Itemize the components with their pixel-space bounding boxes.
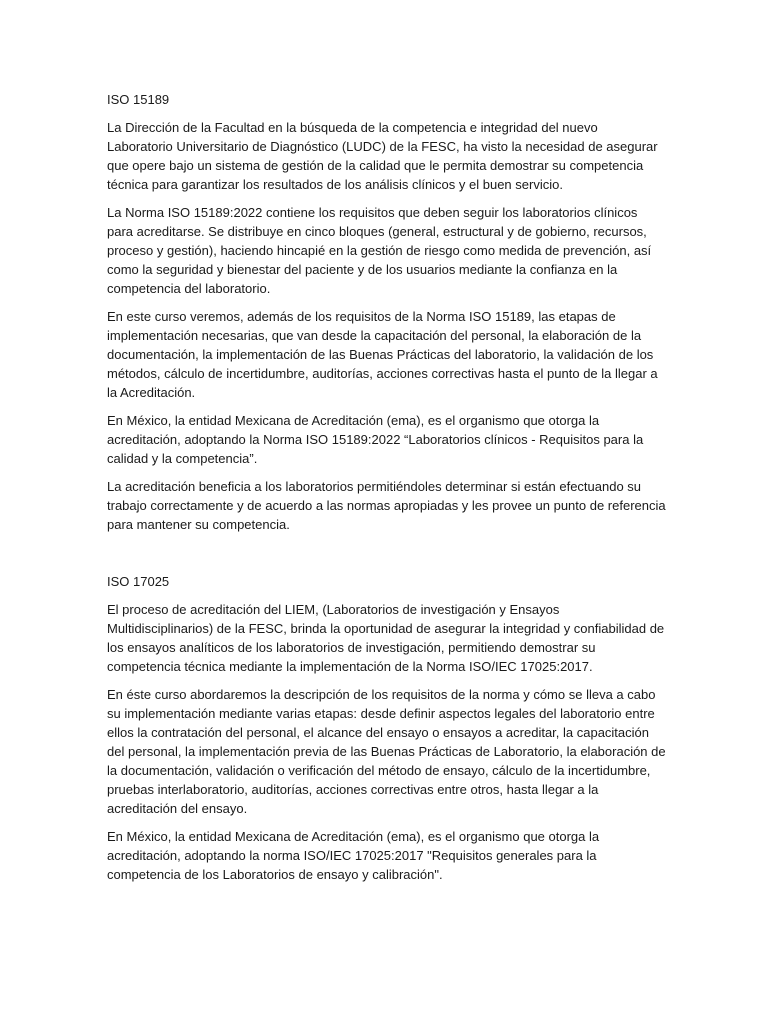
paragraph: En México, la entidad Mexicana de Acreditación (ema), es el organismo que otorga la acreditación, adoptando la norma ISO/IEC 17025:2017 "Requisitos generales para la competencia de los Laboratorios de ensayo y calibración". [107,829,600,882]
paragraph: En este curso veremos, además de los requisitos de la Norma ISO 15189, las etapas de implementación necesarias, que van desde la capacitación del personal, la elaboración de la documentación, la implementación de las Buenas Prácticas del laboratorio, la validación de los métodos, cálculo de incertidumbre, auditorías, acciones correctivas hasta el punto de la llegar a la Acreditación. [107,309,658,400]
paragraph: La Dirección de la Facultad en la búsqueda de la competencia e integridad del nuevo Laboratorio Universitario de Diagnóstico (LUDC) de la FESC, ha visto la necesidad de asegurar que opere bajo un sistema de gestión de la calidad que le permita demostrar su competencia técnica para garantizar los resultados de los análisis clínicos y el buen servicio. [107,120,658,192]
paragraph: La Norma ISO 15189:2022 contiene los requisitos que deben seguir los laboratorios clínicos para acreditarse. Se distribuye en cinco bloques (general, estructural y de gobierno, recursos, proceso y gestión), haciendo hincapié en la gestión de riesgo como medida de prevención, así como la seguridad y bienestar del paciente y de los usuarios mediante la confianza en la competencia del laboratorio. [107,205,652,296]
section-spacer [107,543,667,572]
section-title-iso-15189: ISO 15189 [107,92,170,107]
document-page [107,90,667,893]
paragraph: El proceso de acreditación del LIEM, (Laboratorios de investigación y Ensayos Multidisciplinarios) de la FESC, brinda la oportunidad de asegurar la integridad y confiabilidad de los ensayos analíticos de los laboratorios de investigación, permitiendo demostrar su competencia técnica mediante la implementación de la Norma ISO/IEC 17025:2017. [107,602,665,674]
paragraph: La acreditación beneficia a los laboratorios permitiéndoles determinar si están efectuando su trabajo correctamente y de acuerdo a las normas apropiadas y les provee un punto de referencia para mantener su competencia. [107,479,666,532]
paragraph: En México, la entidad Mexicana de Acreditación (ema), es el organismo que otorga la acreditación, adoptando la Norma ISO 15189:2022 “Laboratorios clínicos - Requisitos para la calidad y la competencia”. [107,413,644,466]
paragraph: En éste curso abordaremos la descripción de los requisitos de la norma y cómo se lleva a cabo su implementación mediante varias etapas: desde definir aspectos legales del laboratorio entre ellos la contratación del personal, el alcance del ensayo o ensayos a acreditar, la capacitación del personal, la implementación previa de las Buenas Prácticas de Laboratorio, la elaboración de la documentación, validación o verificación del método de ensayo, cálculo de la incertidumbre, pruebas interlaboratorio, auditorías, acciones correctivas entre otros, hasta llegar a la acreditación del ensayo. [107,687,666,816]
section-title-iso-17025: ISO 17025 [107,574,170,589]
